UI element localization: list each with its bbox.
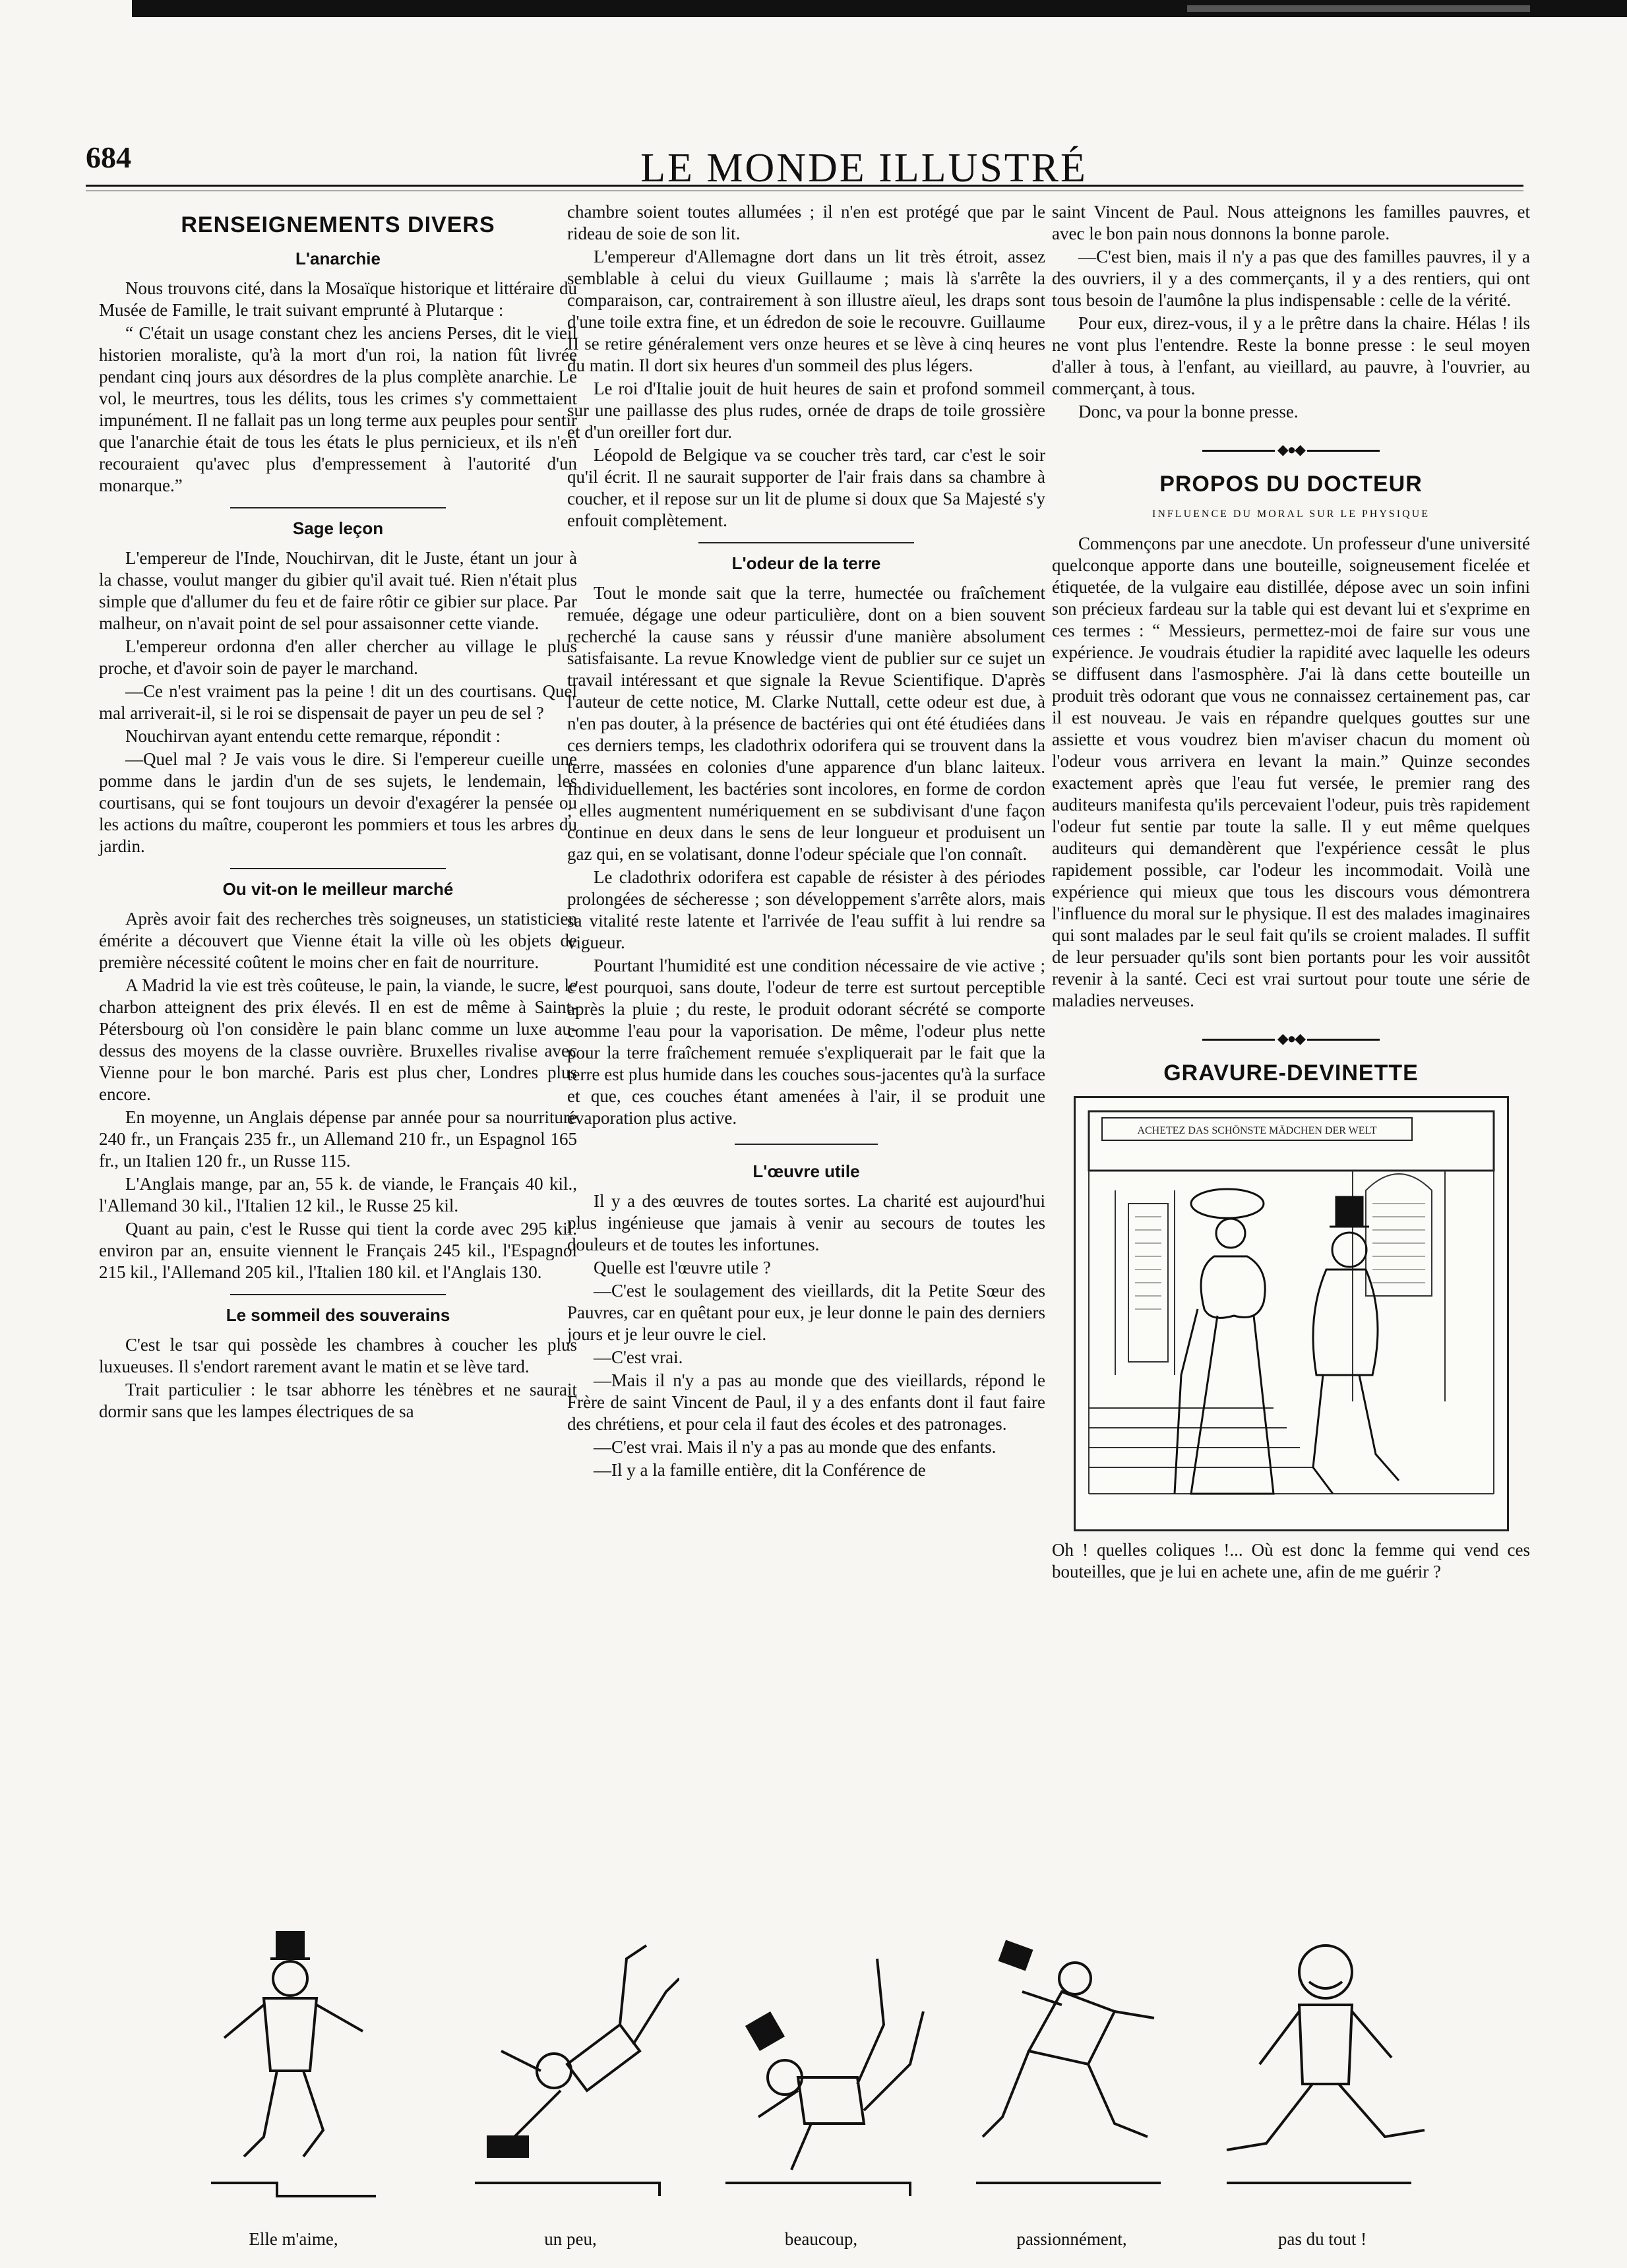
- article-heading: Sage leçon: [292, 518, 384, 538]
- paragraph: Pourtant l'humidité est une condition nécessaire de vie active ; c'est pourquoi, sans doute, l'odeur de terre est surtout perceptible après la pluie ; du reste, le produit odorant sécrété se comporte comme l'eau pour la vaporisation. De même, l'odeur plus nette pour la terre fraîchement remuée s'expliquerait par le fait que la terre est plus humide dans les couches sous-jacentes qu'à la surface et que, ces couches étant amenées à l'air, il se produit une évaporation plus active.: [567, 956, 1045, 1128]
- article-heading: Ou vit-on le meilleur marché: [222, 879, 454, 899]
- paragraph: —Quel mal ? Je vais vous le dire. Si l'empereur cueille une pomme dans le jardin d'un de ses sujets, le lendemain, les courtisans, qui se font toujours un devoir d'exagérer la pensée ou les actions du maître, couperont les pommiers et tous les arbres du jardin.: [99, 749, 577, 856]
- paragraph: Tout le monde sait que la terre, humectée ou fraîchement remuée, dégage une odeur particulière, dont on a bien souvent recherché la cause sans y réussir d'une manière absolument satisfaisante. La revue Knowledge vient de publier sur ce sujet un travail intéressant et que signale la Revue Scientifique. D'après l'auteur de cette notice, M. Clarke Nuttall, cette odeur est due, à n'en pas douter, à la présence de bactéries qui ont été étudiées dans ces derniers temps, les cladothrix odorifera qui se trouvent dans la terre, massées en colonies d'une apparence d'un blanc laiteux. Individuellement, les bactéries sont incolores, en forme de cordon ; elles augmentent numériquement en se subdivisant d'une façon continue en deux dans le sens de leur longueur et produisent un gaz qui, en se volatisant, donne l'odeur spéciale que l'on connaît.: [567, 583, 1045, 864]
- paragraph: chambre soient toutes allumées ; il n'en est protégé que par le rideau de soie de son lit.: [567, 202, 1045, 243]
- column-2: [567, 201, 1045, 1483]
- paragraph: Donc, va pour la bonne presse.: [1078, 402, 1299, 421]
- section-subtitle: INFLUENCE DU MORAL SUR LE PHYSIQUE: [1152, 508, 1430, 520]
- cartoon-panel: [1213, 1919, 1431, 2209]
- cartoon-panel: [712, 1919, 930, 2209]
- shop-sign-text: ACHETEZ DAS SCHÖNSTE MÄDCHEN DER WELT: [1136, 1125, 1377, 1136]
- separator: [698, 542, 913, 543]
- article-heading: L'odeur de la terre: [731, 553, 881, 573]
- article-heading: L'anarchie: [295, 249, 381, 268]
- paragraph: L'empereur de l'Inde, Nouchirvan, dit le Juste, étant un jour à la chasse, voulut manger du gibier qu'il avait tué. Rien n'était plus simple que d'allumer du feu et de faire rôtir ce gibier sur place. Par malheur, on n'avait point de sel pour assaisonner cette viande.: [99, 548, 577, 633]
- cartoon-caption: Elle m'aime,: [249, 2229, 338, 2249]
- section-title: GRAVURE-DEVINETTE: [1163, 1060, 1419, 1086]
- cartoon-figure: [185, 1919, 402, 2209]
- cartoon-figure: [462, 1919, 679, 2209]
- paragraph: Nouchirvan ayant entendu cette remarque, répondit :: [125, 726, 501, 746]
- separator: [230, 868, 445, 869]
- cartoon-figure: [712, 1919, 930, 2209]
- paragraph: —C'est bien, mais il n'y a pas que des familles pauvres, il y a des ouvriers, il y a des commerçants, il y a des rentiers, qui ont tous besoin de l'aumône la plus indispensable : celle de la vérité.: [1052, 247, 1530, 310]
- paragraph: Nous trouvons cité, dans la Mosaïque historique et littéraire du Musée de Famille, le trait suivant emprunté à Plutarque :: [99, 278, 577, 320]
- paragraph: C'est le tsar qui possède les chambres à coucher les plus luxueuses. Il s'endort rarement avant le matin et se lève tard.: [99, 1335, 577, 1376]
- article-heading: L'œuvre utile: [752, 1161, 860, 1181]
- cartoon-figure: [963, 1919, 1181, 2209]
- cartoon-strip: [185, 1919, 1497, 2249]
- ornament-divider: ◆●◆: [1052, 439, 1530, 460]
- page-title: LE MONDE ILLUSTRÉ: [640, 146, 1088, 191]
- paragraph: —C'est le soulagement des vieillards, dit la Petite Sœur des Pauvres, car en quêtant pour eux, je leur donne le pain des derniers jours et je leur ouvre le ciel.: [567, 1281, 1045, 1344]
- paragraph: —Mais il n'y a pas au monde que des vieillards, répond le Frère de saint Vincent de Paul, il y a des enfants dont il faut faire des chrétiens, et pour cela il faut des écoles et des patronages.: [567, 1370, 1045, 1434]
- paragraph: Le roi d'Italie jouit de huit heures de sain et profond sommeil sur une paillasse des plus rudes, ornée de draps de toile grossière et d'un oreiller fort dur.: [567, 379, 1045, 442]
- header-rule: [86, 185, 1523, 187]
- separator: [230, 507, 445, 508]
- section-title: RENSEIGNEMENTS DIVERS: [181, 212, 495, 237]
- column-1: [99, 201, 577, 1424]
- cartoon-panel: [963, 1919, 1181, 2209]
- paragraph: saint Vincent de Paul. Nous atteignons les familles pauvres, et avec le bon pain nous donnons la bonne parole.: [1052, 202, 1530, 243]
- cartoon-caption: pas du tout !: [1277, 2229, 1367, 2249]
- ornament-divider: ◆●◆: [1052, 1027, 1530, 1049]
- paragraph: L'empereur ordonna d'en aller chercher au village le plus proche, et d'avoir soin de payer le marchand.: [99, 636, 577, 678]
- cartoon-panel: [185, 1919, 402, 2209]
- paragraph: —Ce n'est vraiment pas la peine ! dit un des courtisans. Quel mal arriverait-il, si le roi se dispensait de payer un peu de sel ?: [99, 681, 577, 723]
- paragraph: Trait particulier : le tsar abhorre les ténèbres et ne saurait dormir sans que les lampes électriques de sa: [99, 1380, 577, 1421]
- separator: [735, 1144, 878, 1145]
- paragraph: Quelle est l'œuvre utile ?: [594, 1258, 771, 1277]
- paragraph: A Madrid la vie est très coûteuse, le pain, la viande, le sucre, le charbon atteignent des prix élevés. Il en est de même à Saint-Pétersbourg où l'on considère le pain blanc comme un luxe au-dessus des moyens de la classe ouvrière. Bruxelles rivalise avec Vienne pour le bon marché. Paris est plus cher, Londres plus encore.: [99, 975, 577, 1104]
- cartoon-caption: un peu,: [544, 2229, 597, 2249]
- paragraph: —Il y a la famille entière, dit la Conférence de: [594, 1460, 926, 1480]
- paragraph: Commençons par une anecdote. Un professeur d'une université quelconque apporte dans une bouteille, soigneusement ficelée et étiquetée, de la vulgaire eau distillée, dépose avec un soin infini son précieux fardeau sur la table qui est devant lui et s'exprime en ces termes : “ Messieurs, permettez-moi de faire sur vous une expérience. Je voudrais étudier la rapidité avec laquelle les odeurs se diffusent dans l'asmosphère. J'ai là dans cette bouteille un produit très odorant que vous ne connaissez certainement pas, car il est nouveau. Je vais en répandre quelques gouttes sur une assiette et vous voudrez bien m'aviser chacun du moment où l'odeur vous arrivera en levant la main.” Quinze secondes exactement après que l'eau fut versée, le premier rang des auditeurs manifesta qu'ils percevaient l'odeur, puis très rapidement l'odeur fut sentie par toute la salle. Il y eut même quelques auditeurs qui demandèrent que l'expérience cessât le plus rapidement possible, car l'odeur les incommodait. Voilà une expérience qui mieux que tous les discours vous démontrera l'influence du moral sur le physique. Il est des malades imaginaires qui sont malades par le seul fait qu'ils se croient malades. Il suffit de leur persuader qu'ils sont bien portants pour les voir aussitôt revenir à la santé. Ceci est vrai surtout pour toute une série de maladies nerveuses.: [1052, 534, 1530, 1010]
- cartoon-caption: beaucoup,: [784, 2229, 858, 2249]
- paragraph: —C'est vrai. Mais il n'y a pas au monde que des enfants.: [594, 1437, 997, 1457]
- article-heading: Le sommeil des souverains: [226, 1305, 450, 1325]
- page-number: 684: [86, 140, 131, 174]
- cartoon-caption: passionnément,: [1016, 2229, 1127, 2249]
- paragraph: Pour eux, direz-vous, il y a le prêtre dans la chaire. Hélas ! ils ne vont plus l'entendre. Reste la bonne presse : le seul moyen d'aller à tous, à l'enfant, au vieillard, au pauvre, à l'ouvrier, au commerçant, à tous.: [1052, 313, 1530, 398]
- paragraph: —C'est vrai.: [594, 1347, 683, 1367]
- cartoon-panel: [462, 1919, 679, 2209]
- top-border-bar: [132, 0, 1627, 17]
- paragraph: Après avoir fait des recherches très soigneuses, un statisticien émérite a découvert que Vienne était la ville où les objets de première nécessité coûtent le moins cher en fait de nourriture.: [99, 909, 577, 972]
- section-title: PROPOS DU DOCTEUR: [1159, 472, 1423, 497]
- paragraph: Il y a des œuvres de toutes sortes. La charité est aujourd'hui plus ingénieuse que jamais à venir au secours de toutes les douleurs et de toutes les infortunes.: [567, 1191, 1045, 1254]
- separator: [230, 1294, 445, 1295]
- paragraph: En moyenne, un Anglais dépense par année pour sa nourriture 240 fr., un Français 235 fr., un Allemand 210 fr., un Espagnol 165 fr., un Italien 120 fr., un Russe 115.: [99, 1107, 577, 1171]
- paragraph: Léopold de Belgique va se coucher très tard, car c'est le soir qu'il écrit. Il ne saurait supporter de l'air frais dans sa chambre à coucher, et il repose sur un lit de plume si doux que Sa Majesté s'y enfouit complètement.: [567, 445, 1045, 530]
- column-3: [1052, 201, 1530, 1584]
- puzzle-engraving: [1074, 1096, 1509, 1531]
- paragraph: “ C'était un usage constant chez les anciens Perses, dit le vieil historien moraliste, qu'à la mort d'un roi, la nation fût livrée pendant cinq jours aux désordres de la plus complète anarchie. Le vol, le meurtres, tous les délits, tous les crimes s'y commettaient impunément. Il ne fallait pas un long terme aux peuples pour sentir que l'anarchie était de tous les états le plus pernicieux, et ils n'en recouraient qu'avec plus d'empressement à l'autorité d'un monarque.”: [99, 323, 577, 495]
- paragraph: L'empereur d'Allemagne dort dans un lit très étroit, assez semblable à celui du vieux Guillaume ; mais là s'arrête la comparaison, car, contrairement à son illustre aïeul, les draps sont d'une toile extra fine, et un édredon de soie le recouvre. Guillaume II se retire généralement vers onze heures et se lève à cinq heures du matin. Il dort six heures d'un sommeil des plus légers.: [567, 247, 1045, 375]
- paragraph: Quant au pain, c'est le Russe qui tient la corde avec 295 kil. environ par an, ensuite viennent le Français 245 kil., l'Espagnol 215 kil., l'Allemand 205 kil., l'Italien 180 kil. et l'Anglais 130.: [99, 1219, 577, 1282]
- paragraph: L'Anglais mange, par an, 55 k. de viande, le Français 40 kil., l'Allemand 30 kil., l'Italien 12 kil., le Russe 25 kil.: [99, 1174, 577, 1215]
- paragraph: Le cladothrix odorifera est capable de résister à des périodes prolongées de sécheresse ; son développement s'arrête alors, mais sa vitalité reste latente et l'arrivée de l'eau suffit à lui rendre sa vigueur.: [567, 867, 1045, 952]
- cartoon-figure: [1213, 1919, 1431, 2209]
- engraving-caption: Oh ! quelles coliques !... Où est donc la femme qui vend ces bouteilles, que je lui en achete une, afin de me guérir ?: [1052, 1540, 1530, 1581]
- engraving-illustration: [1076, 1098, 1507, 1529]
